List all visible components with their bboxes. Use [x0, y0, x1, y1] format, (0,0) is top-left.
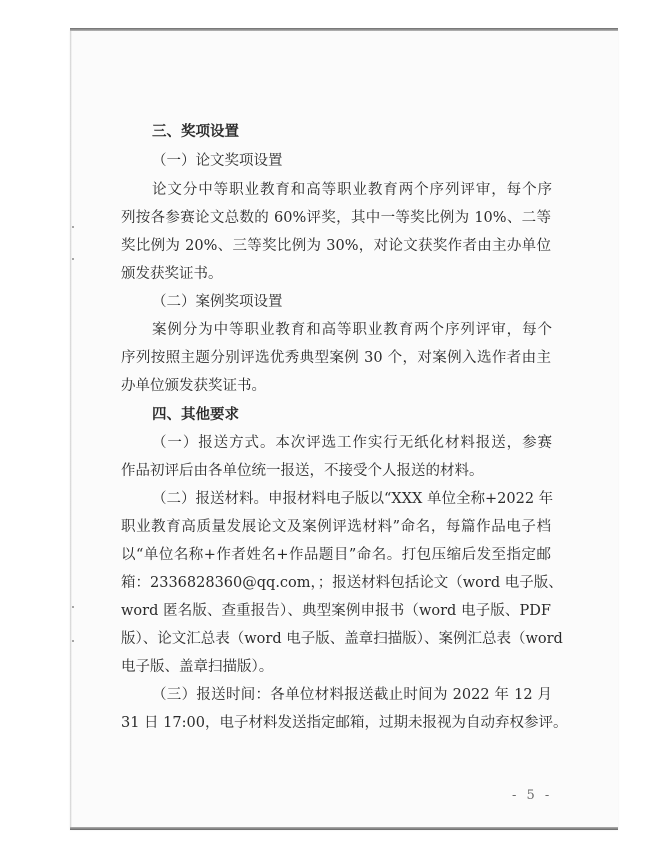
- paragraph-line: （三）报送时间：各单位材料报送截止时间为 2022 年 12 月: [152, 687, 552, 703]
- paragraph-line: （二）报送材料。申报材料电子版以“XXX 单位全称+2022 年: [152, 491, 554, 507]
- paragraph-line: 论文分中等职业教育和高等职业教育两个序列评审，每个序: [152, 182, 552, 198]
- paragraph-line: 以“单位名称+作者姓名+作品题目”命名。打包压缩后发至指定邮: [121, 547, 551, 563]
- paragraph-line: 作品初评后由各单位统一报送，不接受个人报送的材料。: [121, 463, 484, 479]
- scan-speck: [72, 606, 74, 608]
- section-heading-other-requirements: 四、其他要求: [152, 407, 239, 423]
- paragraph-line: 奖比例为 20%、三等奖比例为 30%，对论文获奖作者由主办单位: [121, 238, 551, 254]
- document-page: [70, 30, 618, 830]
- scan-speck: [72, 258, 74, 260]
- scan-edge-bottom: [70, 827, 618, 830]
- subheading-case-awards: （二）案例奖项设置: [152, 294, 283, 310]
- paragraph-line: 列按各参赛论文总数的 60%评奖，其中一等奖比例为 10%、二等: [121, 210, 551, 226]
- paragraph-line: 序列按照主题分别评选优秀典型案例 30 个，对案例入选作者由主: [121, 350, 551, 366]
- paragraph-line: 颁发获奖证书。: [121, 266, 223, 282]
- scan-speck: [72, 226, 74, 228]
- paragraph-line: 办单位颁发获奖证书。: [121, 378, 266, 394]
- paragraph-line: 箱：2336828360@qq.com，；报送材料包括论文（word 电子版、: [121, 575, 563, 591]
- scan-edge-top: [70, 28, 618, 31]
- paragraph-line: 电子版、盖章扫描版）。: [121, 659, 274, 675]
- paragraph-line: word 匿名版、查重报告）、典型案例申报书（word 电子版、PDF: [121, 603, 551, 619]
- subheading-paper-awards: （一）论文奖项设置: [152, 153, 283, 169]
- paragraph-line: （一）报送方式。本次评选工作实行无纸化材料报送，参赛: [152, 435, 552, 451]
- paragraph-line: 职业教育高质量发展论文及案例评选材料”命名，每篇作品电子档: [121, 519, 551, 535]
- page-number: - 5 -: [512, 788, 553, 803]
- paragraph-line: 31 日 17:00，电子材料发送指定邮箱，过期未报视为自动弃权参评。: [121, 715, 568, 731]
- scan-edge-left: [70, 31, 72, 827]
- paragraph-line: 案例分为中等职业教育和高等职业教育两个序列评审，每个: [152, 322, 552, 338]
- paragraph-line: 版）、论文汇总表（word 电子版、盖章扫描版）、案例汇总表（word: [121, 631, 563, 647]
- scan-speck: [72, 640, 74, 642]
- section-heading-awards: 三、奖项设置: [152, 124, 239, 140]
